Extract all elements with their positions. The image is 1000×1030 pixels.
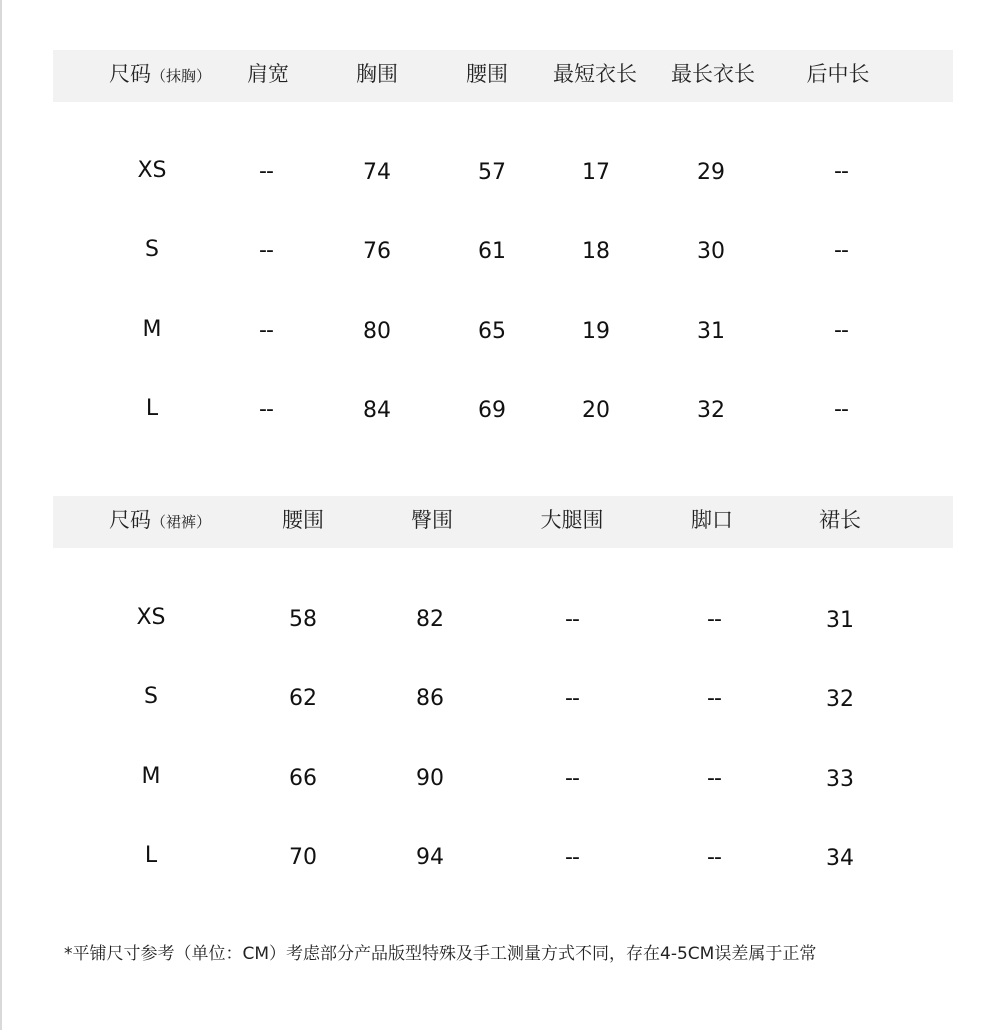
bottom-row-thigh: --: [565, 766, 579, 791]
top-row-max-length: 29: [697, 160, 725, 185]
top-header-size-paren: （抹胸）: [150, 67, 212, 85]
top-row-bust: 84: [363, 398, 391, 423]
top-row-bust: 74: [363, 160, 391, 185]
top-row-shoulder: --: [259, 159, 273, 184]
bottom-header-waist: 腰围: [282, 508, 324, 532]
bottom-row-hem: --: [707, 607, 721, 632]
bottom-row-waist: 62: [289, 686, 317, 711]
bottom-row-hem: --: [707, 766, 721, 791]
bottom-row-waist: 66: [289, 766, 317, 791]
bottom-header-hem: 脚口: [691, 508, 733, 532]
top-row-size: S: [145, 237, 159, 262]
top-row-size: XS: [137, 158, 167, 183]
bottom-header-size-paren: （裙裤）: [150, 513, 212, 531]
bottom-row-skirt-length: 32: [826, 687, 854, 712]
bottom-row-waist: 70: [289, 845, 317, 870]
top-header-min-length: 最短衣长: [553, 62, 637, 86]
top-row-min-length: 18: [582, 239, 610, 264]
top-row-back-length: --: [834, 397, 848, 422]
top-row-back-length: --: [834, 318, 848, 343]
top-row-max-length: 31: [697, 319, 725, 344]
top-row-waist: 61: [478, 239, 506, 264]
top-row-shoulder: --: [259, 238, 273, 263]
bottom-row-thigh: --: [565, 607, 579, 632]
top-row-size: M: [142, 317, 162, 342]
top-header-shoulder: 肩宽: [247, 62, 289, 86]
bottom-header-thigh: 大腿围: [540, 508, 604, 532]
bottom-row-hip: 86: [416, 686, 444, 711]
bottom-row-size: M: [141, 764, 161, 789]
bottom-header-hip: 臀围: [411, 508, 453, 532]
bottom-row-hip: 94: [416, 845, 444, 870]
bottom-header-size-label: 尺码: [108, 508, 151, 532]
bottom-row-size: S: [144, 684, 158, 709]
top-row-max-length: 32: [697, 398, 725, 423]
top-header-size: [109, 64, 211, 85]
bottom-row-thigh: --: [565, 686, 579, 711]
top-row-back-length: --: [834, 238, 848, 263]
top-row-max-length: 30: [697, 239, 725, 264]
page-left-border: [0, 0, 2, 1030]
top-header-back-length: 后中长: [806, 62, 870, 86]
bottom-row-hem: --: [707, 686, 721, 711]
top-row-shoulder: --: [259, 318, 273, 343]
bottom-row-skirt-length: 33: [826, 767, 854, 792]
bottom-row-waist: 58: [289, 607, 317, 632]
measurement-footnote: *平铺尺寸参考（单位：CM）考虑部分产品版型特殊及手工测量方式不同，存在4-5CM误差属于正常: [64, 944, 817, 964]
bottom-row-hip: 82: [416, 607, 444, 632]
bottom-row-size: XS: [136, 605, 166, 630]
bottom-row-hip: 90: [416, 766, 444, 791]
top-row-shoulder: --: [259, 397, 273, 422]
bottom-row-skirt-length: 34: [826, 846, 854, 871]
top-header-bust: 胸围: [356, 62, 398, 86]
top-row-bust: 76: [363, 239, 391, 264]
bottom-header-size: [109, 510, 211, 531]
top-row-min-length: 20: [582, 398, 610, 423]
top-row-waist: 69: [478, 398, 506, 423]
bottom-row-hem: --: [707, 845, 721, 870]
top-header-size-label: 尺码: [108, 62, 151, 86]
top-row-min-length: 19: [582, 319, 610, 344]
bottom-header-skirt-length: 裙长: [819, 508, 861, 532]
bottom-row-size: L: [144, 843, 158, 868]
top-header-waist: 腰围: [466, 62, 508, 86]
bottom-row-thigh: --: [565, 845, 579, 870]
top-row-size: L: [145, 396, 159, 421]
top-row-min-length: 17: [582, 160, 610, 185]
top-row-waist: 57: [478, 160, 506, 185]
top-header-max-length: 最长衣长: [671, 62, 755, 86]
bottom-row-skirt-length: 31: [826, 608, 854, 633]
top-row-waist: 65: [478, 319, 506, 344]
top-row-back-length: --: [834, 159, 848, 184]
top-row-bust: 80: [363, 319, 391, 344]
